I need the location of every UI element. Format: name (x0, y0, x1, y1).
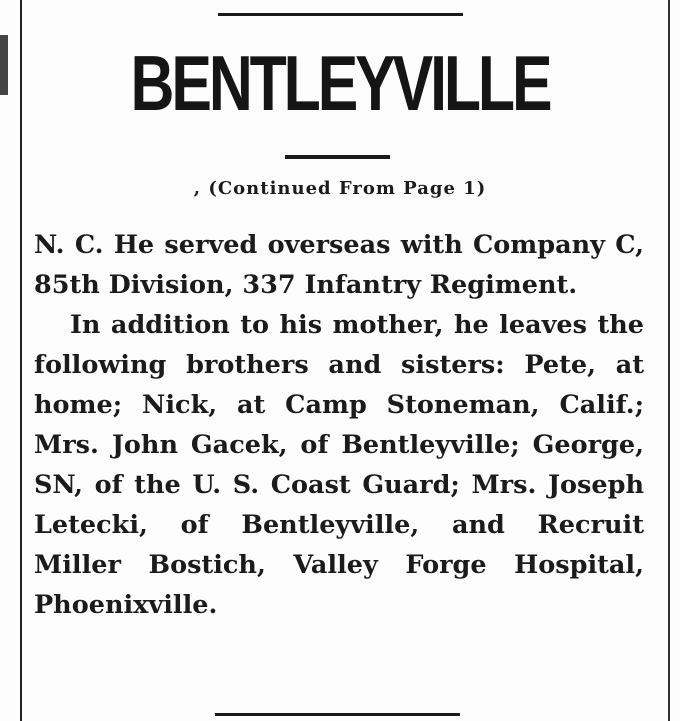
headline: BENTLEYVILLE (130, 39, 550, 127)
paragraph: In addition to his mother, he leaves the following brothers and sisters: Pete, at home; Nick, at Camp Stoneman, Calif.; Mrs. John Gacek, of Bentleyville; George, SN, of the U. S. Coast Guard; Mrs. Joseph Letecki, of Bentleyville, and Recruit Miller Bostich, Valley Forge Hospital, Phoenixville. (34, 310, 644, 620)
continued-from-line: , (Continued From Page 1) (193, 178, 487, 199)
paragraph: N. C. He served overseas with Company C, 85th Division, 337 Infantry Regiment. (34, 230, 644, 300)
column-border-right (668, 0, 670, 721)
scan-edge-mark (0, 35, 8, 95)
bottom-rule (215, 713, 460, 716)
column-border-left (20, 0, 22, 721)
top-rule (218, 13, 463, 16)
article-body (34, 225, 644, 625)
headline-rule (285, 155, 390, 159)
